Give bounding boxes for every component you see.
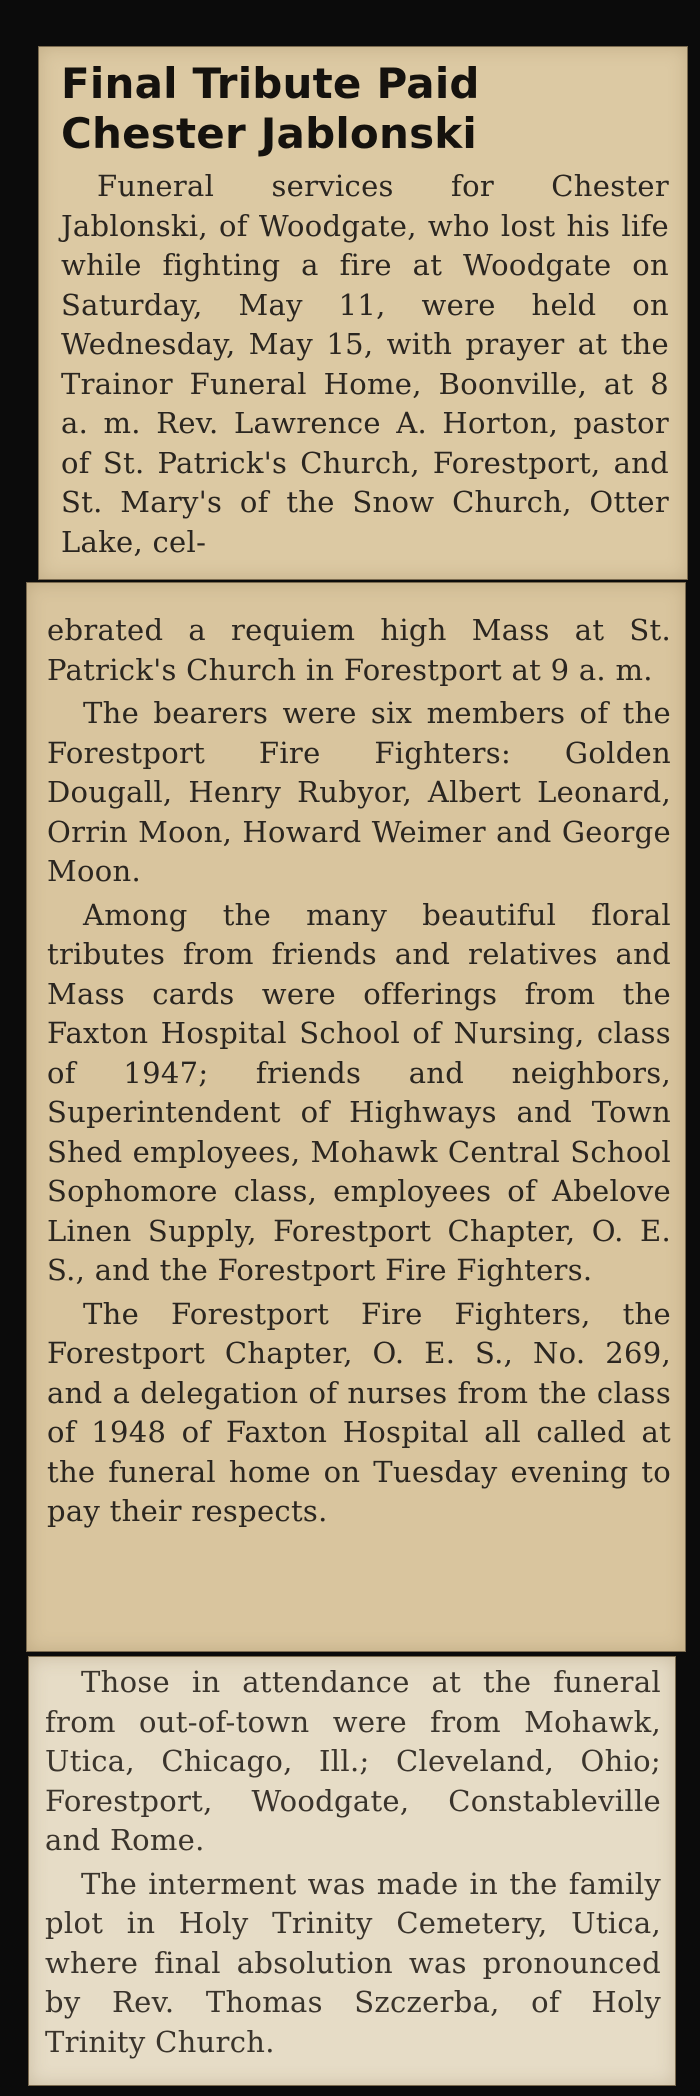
headline-line-2: Chester Jablonski: [61, 109, 478, 158]
paragraph-bearers: The bearers were six members of the Forestport Fire Fighters: Golden Dougall, Henry Rubyor, Albert Leonard, Orrin Moon, Howard Weimer and George Moon.: [47, 696, 671, 888]
paragraph-attendance: Those in attendance at the funeral from out-of-town were from Mohawk, Utica, Chicago, Ill.; Cleveland, Ohio; Forestport, Woodgate, Constableville and Rome.: [45, 1665, 661, 1857]
article-body-part-1: [61, 167, 669, 562]
paragraph-interment: The interment was made in the family plot in Holy Trinity Cemetery, Utica, where final absolution was pronounced by Rev. Thomas Szczerba, of Holy Trinity Church.: [45, 1866, 661, 2059]
clipping-bottom: [28, 1656, 676, 2086]
clipping-top: [38, 46, 688, 580]
paragraph-requiem-mass: ebrated a requiem high Mass at St. Patrick's Church in Forestport at 9 a. m.: [47, 613, 671, 687]
clipping-middle: [26, 582, 686, 1652]
paragraph-funeral-services: Funeral services for Chester Jablonski, of Woodgate, who lost his life while fighting a fire at Woodgate on Saturday, May 11, were held on Wednesday, May 15, with prayer at the Trainor Funeral Home, Boonville, at 8 a. m. Rev. Lawrence A. Horton, pastor of St. Patrick's Church, Forestport, and St. Mary's of the Snow Church, Otter Lake, cel-: [61, 169, 669, 559]
paragraph-floral-tributes: Among the many beautiful floral tributes from friends and relatives and Mass cards were offerings from the Faxton Hospital School of Nursing, class of 1947; friends and neighbors, Superintendent of Highways and Town Shed employees, Mohawk Central School Sophomore class, employees of Abelove Linen Supply, Forestport Chapter, O. E. S., and the Forestport Fire Fighters.: [47, 897, 671, 1287]
headline: [61, 59, 669, 159]
paragraph-respects: The Forestport Fire Fighters, the Forestport Chapter, O. E. S., No. 269, and a delegation of nurses from the class of 1948 of Faxton Hospital all called at the funeral home on Tuesday evening to pay their respects.: [47, 1296, 671, 1528]
article-body-part-2: [47, 611, 671, 1532]
headline-line-1: Final Tribute Paid: [61, 59, 480, 108]
article-body-part-3: [45, 1663, 661, 2062]
